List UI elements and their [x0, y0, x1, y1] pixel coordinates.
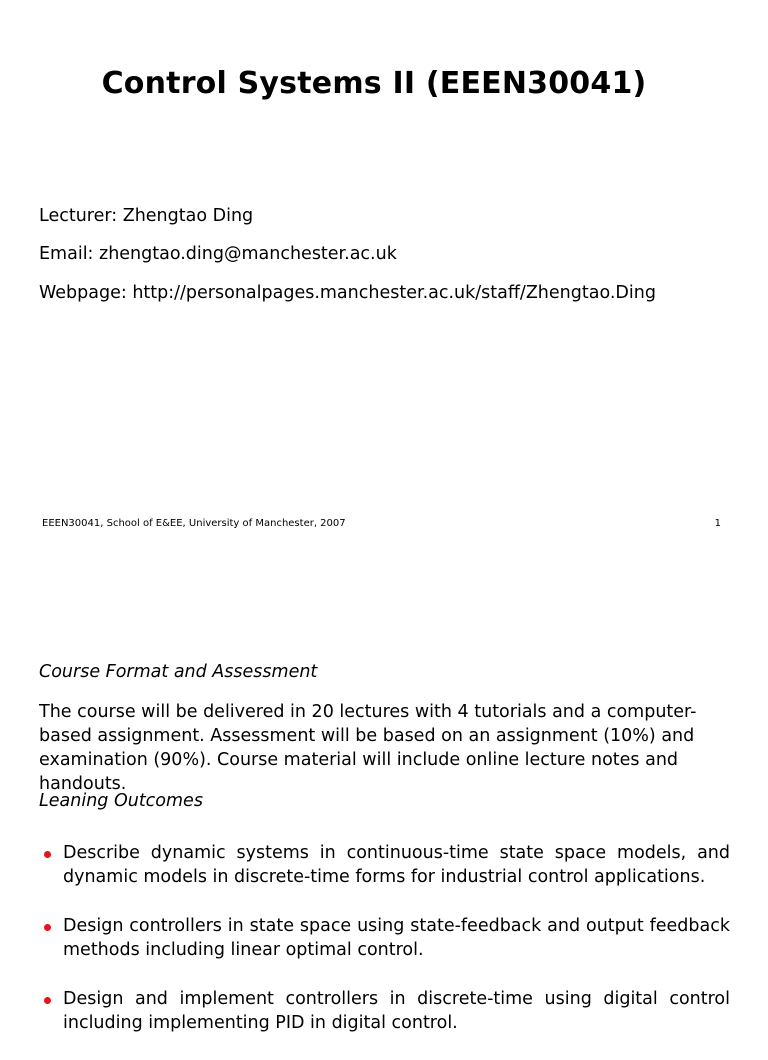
learning-outcomes-heading: Leaning Outcomes: [39, 791, 203, 811]
course-format-heading: Course Format and Assessment: [39, 662, 318, 682]
footer-course-info: EEEN30041, School of E&EE, University of Manchester, 2007: [42, 518, 346, 529]
lecturer-line: Lecturer: Zhengtao Ding: [39, 206, 254, 226]
bullet-dot-icon: [44, 997, 51, 1004]
slide-2: [0, 560, 768, 1033]
course-format-paragraph: The course will be delivered in 20 lectures with 4 tutorials and a computer-based assignment. Assessment will be based on an assignment (10%) and examination (90%). Course material will include online lecture notes and handouts.: [39, 702, 697, 794]
learning-outcome-item: [39, 914, 730, 962]
page-number: 1: [714, 518, 721, 529]
learning-outcome-text: Describe dynamic systems in continuous-time state space models, and dynamic models in discrete-time forms for industrial control applications.: [63, 843, 730, 887]
bullet-dot-icon: [44, 924, 51, 931]
email-line: Email: zhengtao.ding@manchester.ac.uk: [39, 244, 397, 264]
webpage-line: Webpage: http://personalpages.manchester.ac.uk/staff/Zhengtao.Ding: [39, 283, 656, 303]
learning-outcome-item: [39, 841, 730, 889]
bullet-dot-icon: [44, 851, 51, 858]
learning-outcomes-list: [39, 841, 730, 1060]
learning-outcome-item: [39, 987, 730, 1035]
learning-outcome-text: Design and implement controllers in discrete-time using digital control including implementing PID in digital control.: [63, 989, 730, 1033]
learning-outcome-text: Design controllers in state space using state-feedback and output feedback methods including linear optimal control.: [63, 916, 730, 960]
slide-title: Control Systems II (EEEN30041): [101, 66, 647, 101]
